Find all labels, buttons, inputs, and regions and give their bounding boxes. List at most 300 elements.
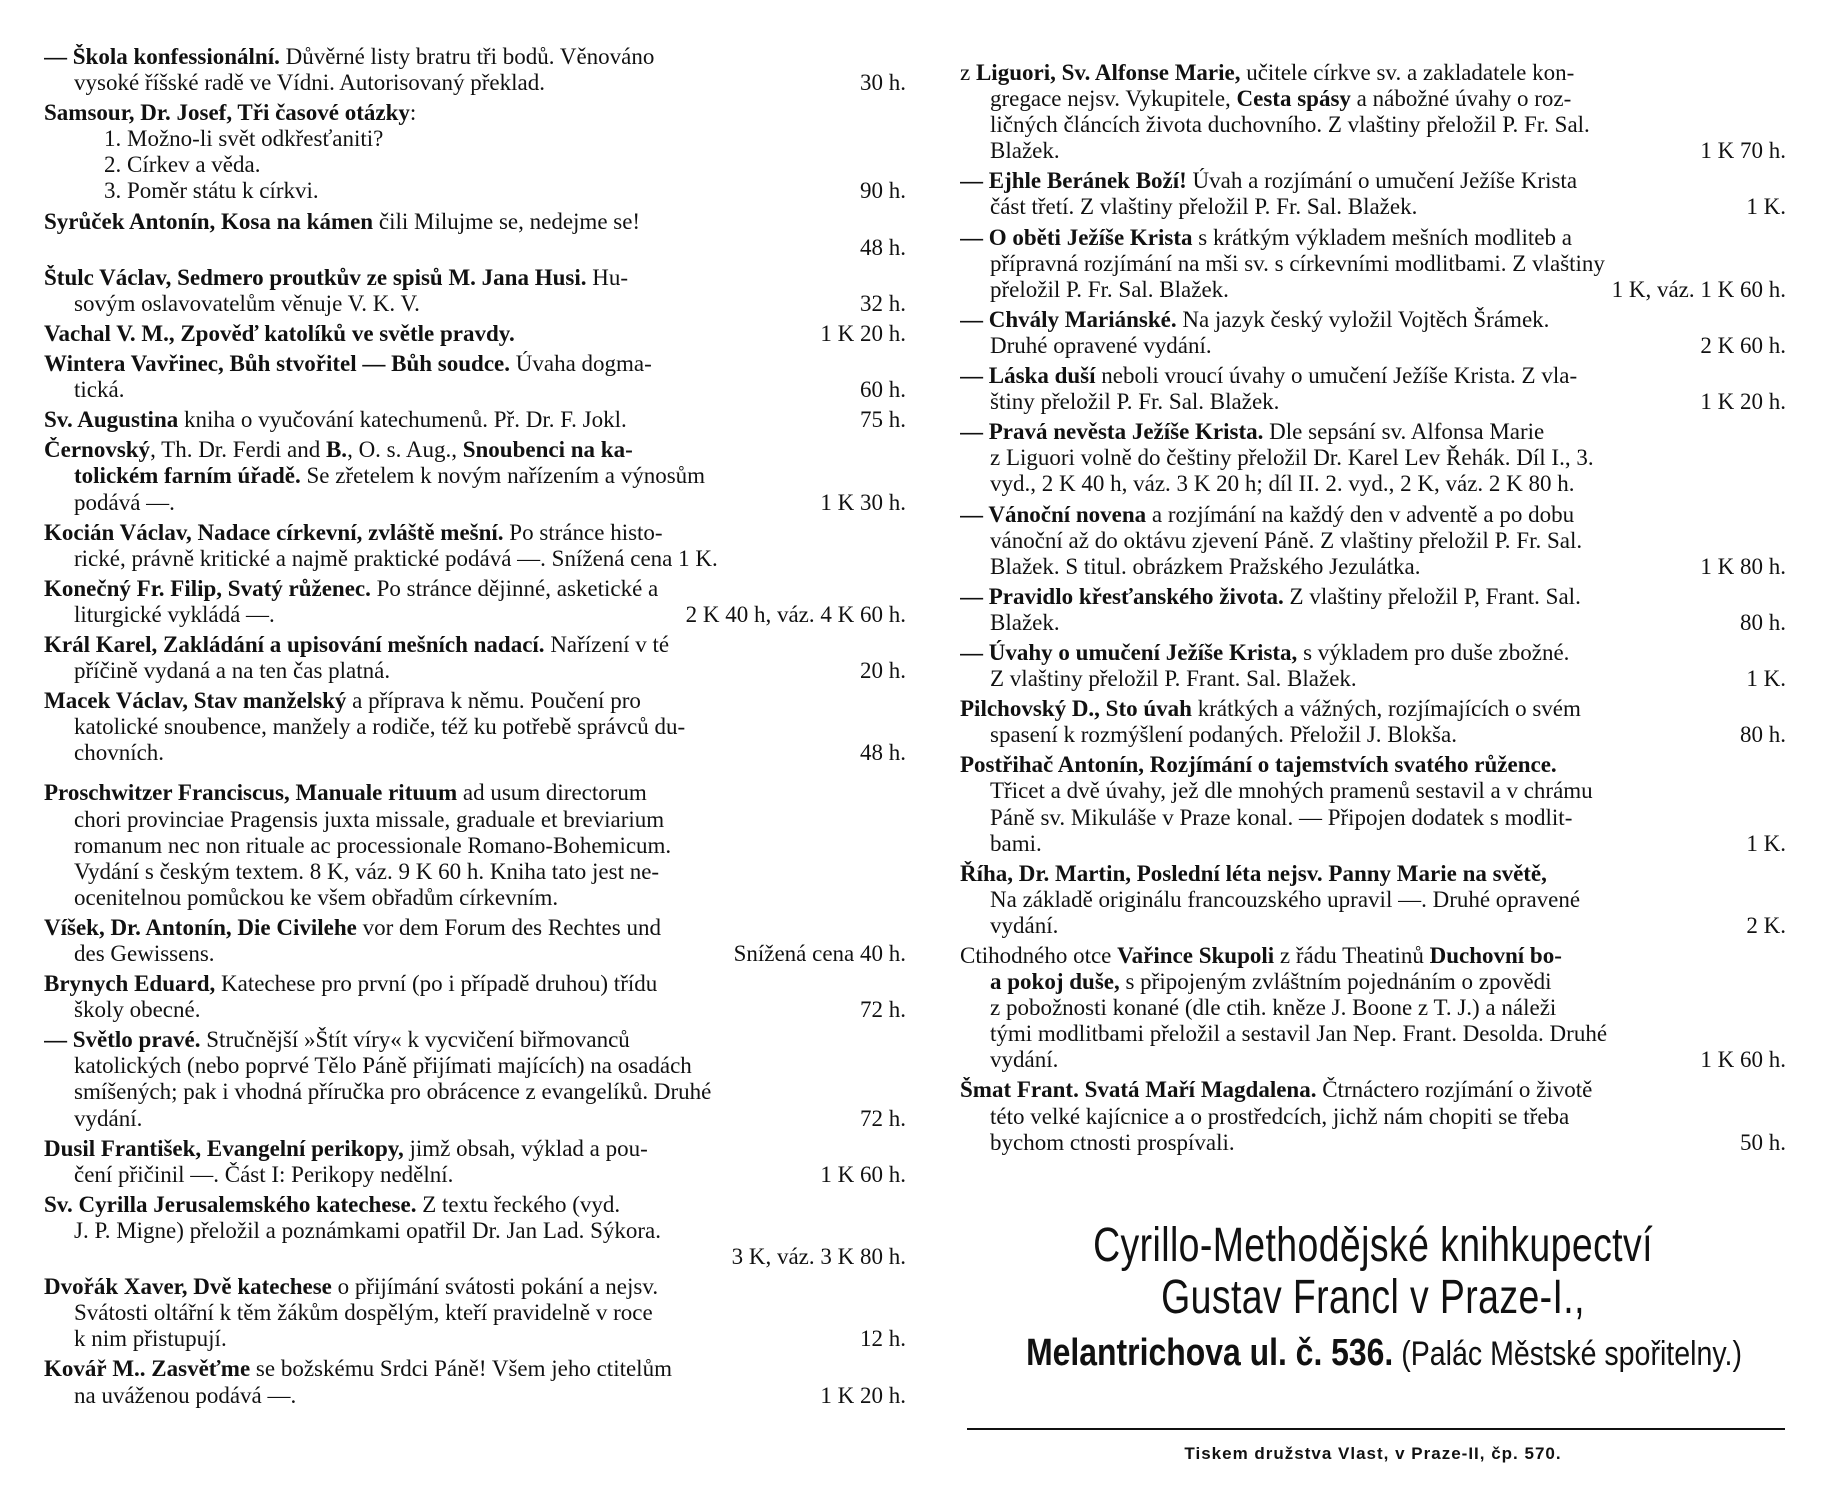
entry-text [74, 490, 175, 516]
entry-title-text: — Láska duší [960, 363, 1096, 389]
entry-title-text: Sv. Cyrilla Jerusalemského katechese. [44, 1191, 417, 1217]
entry-body-text: Na jazyk český vyložil Vojtěch Šrámek. [1176, 306, 1550, 332]
catalog-entry [44, 520, 906, 572]
entry-text [960, 168, 1577, 194]
entry-line [44, 377, 906, 403]
catalog-entry [44, 351, 906, 403]
entry-body-text: bychom ctnosti prospívali. [990, 1129, 1235, 1155]
catalog-entry [960, 168, 1786, 220]
entry-text [44, 971, 657, 997]
entry-body-text: z [960, 60, 976, 85]
entry-line [960, 861, 1786, 887]
entry-line [44, 1162, 906, 1188]
entry-title-text: Proschwitzer Franciscus, Manuale rituum [44, 780, 458, 806]
entry-body-text: rické, právně kritické a najmě praktické podává —. Snížená cena 1 K. [74, 545, 718, 571]
entry-body-text: vydání. [74, 1105, 143, 1131]
entry-price: 80 h. [1740, 609, 1786, 635]
entry-body-text: kniha o vyučování katechumenů. Př. Dr. F. Jokl. [178, 407, 627, 433]
entry-line [44, 126, 906, 152]
catalog-entry [960, 225, 1786, 303]
catalog-entry [960, 419, 1786, 497]
publisher-block [960, 1220, 1786, 1375]
entry-line [960, 1021, 1786, 1047]
entry-body-text: katolických (nebo poprvé Tělo Páně přijímati majících) na osadách [74, 1053, 692, 1079]
catalog-entry [44, 437, 906, 515]
entry-text [74, 1079, 711, 1105]
publisher-building: (Palác Městské spořitelny.) [1393, 1334, 1742, 1373]
entry-body-text: Hu- [586, 264, 629, 290]
entry-text [990, 1021, 1607, 1047]
entry-line [960, 1130, 1786, 1156]
entry-title-text: Snoubenci na ka- [462, 437, 633, 463]
catalog-entry [44, 576, 906, 628]
entry-text [74, 714, 685, 740]
entry-body-text: učitele církve sv. a zakladatele kon- [1240, 60, 1575, 85]
entry-body-text: , Th. Dr. Ferdi and [150, 437, 326, 463]
entry-body-text: Svátosti oltářní k těm žákům dospělým, kteří pravidelně v roce [74, 1300, 653, 1326]
entry-text [990, 138, 1060, 164]
entry-body-text: o přijímání svátosti pokání a nejsv. [331, 1274, 659, 1300]
entry-line [960, 831, 1786, 857]
entry-body-text: a nábožné úvahy o roz- [1350, 86, 1572, 112]
entry-text [990, 831, 1042, 857]
entry-line [960, 528, 1786, 554]
entry-text [44, 1192, 620, 1218]
catalog-entry [960, 1077, 1786, 1155]
entry-text [990, 778, 1593, 804]
entry-body-text: příčině vydaná a na ten čas platná. [74, 658, 391, 684]
entry-text [44, 1356, 672, 1382]
entry-text [74, 1106, 142, 1132]
entry-line [960, 805, 1786, 831]
entry-line [960, 610, 1786, 636]
entry-body-text: jimž obsah, výklad a pou- [403, 1135, 648, 1161]
entry-text [990, 969, 1552, 995]
left-column [44, 44, 906, 1413]
entry-body-text: přeložil P. Fr. Sal. Blažek. [990, 276, 1229, 302]
entry-text [74, 833, 671, 859]
entry-text [44, 351, 652, 377]
entry-body-text: a příprava k němu. Poučení pro [346, 688, 641, 714]
entry-line [44, 1274, 906, 1300]
entry-body-text: Dle sepsání sv. Alfonsa Marie [1263, 419, 1545, 445]
entry-body-text: 3. Poměr státu k církvi. [104, 178, 319, 204]
entry-price: 2 K 40 h, váz. 4 K 60 h. [685, 601, 906, 627]
entry-body-text: Blažek. [990, 609, 1060, 635]
entry-price: 48 h. [860, 234, 906, 260]
entry-line [44, 1244, 906, 1270]
entry-line [960, 419, 1786, 445]
entry-title-text: — Pravá nevěsta Ježíše Krista. [960, 419, 1264, 445]
entry-text [74, 1300, 653, 1326]
entry-line [44, 1300, 906, 1326]
entry-gap [44, 770, 906, 780]
entry-line [960, 112, 1786, 138]
entry-line [44, 1027, 906, 1053]
entry-text [960, 696, 1581, 722]
entry-title-text: — Vánoční novena [960, 501, 1147, 527]
entry-title-text: Samsour, Dr. Josef, Tři časové otázky [44, 100, 410, 126]
catalog-entry [44, 688, 906, 766]
entry-body-text: Z vlaštiny přeložil P, Frant. Sal. [1283, 583, 1581, 609]
entry-body-text: romanum nec non rituale ac processionale Romano-Bohemicum. [74, 832, 672, 858]
entry-text [990, 995, 1556, 1021]
entry-body-text: podává —. [74, 489, 175, 515]
entry-body-text: des Gewissens. [74, 941, 215, 966]
entry-title-text: Dusil František, Evangelní perikopy, [44, 1135, 404, 1161]
entry-line [960, 969, 1786, 995]
entry-title-text: Pilchovský D., Sto úvah [960, 696, 1192, 722]
entry-line [960, 1047, 1786, 1073]
entry-line [960, 225, 1786, 251]
entry-text [990, 805, 1572, 831]
entry-body-text: Stručnější »Štít víry« k vycvičení biřmovanců [200, 1027, 630, 1053]
entry-title-text: Šmat Frant. Svatá Maří Magdalena. [960, 1077, 1317, 1103]
entry-title-text: Kovář M.. Zasvěťme [44, 1356, 251, 1382]
publisher-name: Cyrillo-Methodějské knihkupectví [1093, 1219, 1653, 1272]
entry-text [960, 419, 1544, 445]
catalog-entry [960, 502, 1786, 580]
entry-title-text: Wintera Vavřinec, Bůh stvořitel — Bůh soudce. [44, 351, 510, 377]
entry-line [44, 321, 906, 347]
entry-text [990, 666, 1357, 692]
entry-price: 12 h. [860, 1326, 906, 1352]
entry-body-text: této velké kajícnice a o prostředcích, jichž nám chopiti se třeba [990, 1103, 1570, 1129]
entry-text [74, 1326, 227, 1352]
entry-body-text: vánoční až do oktávu zjevení Páně. Z vlaštiny přeložil P. Fr. Sal. [990, 527, 1583, 553]
entry-text [960, 502, 1574, 528]
entry-price: Snížená cena 40 h. [733, 941, 906, 966]
catalog-entry [960, 60, 1786, 164]
entry-body-text: 2. Církev a věda. [104, 152, 261, 178]
entry-price: 1 K 30 h. [820, 489, 906, 515]
entry-line [960, 502, 1786, 528]
entry-text [990, 194, 1417, 220]
entry-body-text: chovních. [74, 740, 165, 766]
entry-body-text: Z vlaštiny přeložil P. Frant. Sal. Blažek. [990, 666, 1357, 692]
entry-body-text: Katechese pro první (po i případě druhou) třídu [215, 971, 658, 997]
entry-line [960, 60, 1786, 86]
entry-price: 2 K 60 h. [1700, 332, 1786, 358]
entry-title-text: Říha, Dr. Martin, Poslední léta nejsv. Panny Marie na světě, [960, 860, 1547, 886]
entry-body-text: , O. s. Aug., [347, 437, 463, 463]
entry-price: 1 K. [1746, 830, 1786, 856]
entry-line [44, 859, 906, 885]
entry-body-text: z pobožnosti konané (dle ctih. kněze J. Boone z T. J.) a náleži [990, 995, 1557, 1021]
entry-title-text: — Světlo pravé. [44, 1027, 201, 1053]
entry-text [960, 60, 1574, 86]
entry-body-text: část třetí. Z vlaštiny přeložil P. Fr. Sal. Blažek. [990, 194, 1418, 220]
entry-price: 60 h. [860, 377, 906, 403]
entry-line [44, 152, 906, 178]
entry-text [74, 885, 558, 911]
catalog-entry [44, 407, 906, 433]
entry-body-text: na uváženou podává —. [74, 1382, 297, 1408]
entry-price: 1 K. [1746, 666, 1786, 692]
entry-body-text: čili Milujme se, nedejme se! [373, 208, 641, 234]
entry-title-text: — Škola konfessionální. [44, 44, 280, 69]
entry-body-text: Blažek. [990, 138, 1060, 164]
entry-body-text: s výkladem pro duše zbožné. [1297, 639, 1570, 665]
entry-text [990, 913, 1058, 939]
entry-line [960, 445, 1786, 471]
entry-price: 30 h. [860, 70, 906, 96]
entry-line [44, 437, 906, 463]
entry-body-text: se božskému Srdci Páně! Všem jeho ctitelům [250, 1356, 672, 1382]
entry-line [44, 1053, 906, 1079]
entry-text [44, 1274, 658, 1300]
entry-line [44, 941, 906, 967]
catalog-entry [44, 321, 906, 347]
entry-text [44, 437, 633, 463]
entry-title-text: — O oběti Ježíše Krista [960, 224, 1193, 250]
entry-price: 72 h. [860, 997, 906, 1023]
entry-body-text: gregace nejsv. Vykupitele, [990, 86, 1237, 112]
entry-title-text: Víšek, Dr. Antonín, Die Civilehe [44, 914, 357, 940]
entry-price: 75 h. [860, 407, 906, 433]
entry-text [990, 471, 1575, 497]
entry-line [44, 915, 906, 941]
entry-body-text: Po stránce histo- [503, 519, 663, 545]
catalog-entry [960, 307, 1786, 359]
entry-text [74, 1053, 692, 1079]
entry-line [44, 780, 906, 806]
entry-line [960, 1077, 1786, 1103]
entry-line [44, 407, 906, 433]
entry-line [960, 1104, 1786, 1130]
entry-line [44, 576, 906, 602]
entry-title-text: Sv. Augustina [44, 407, 179, 433]
entry-text [44, 44, 654, 70]
entry-text [74, 1383, 296, 1409]
entry-line [960, 138, 1786, 164]
entry-body-text: Blažek. S titul. obrázkem Pražského Jezulátka. [990, 553, 1421, 579]
catalog-entry [960, 640, 1786, 692]
entry-body-text: Vydání s českým textem. 8 K, váz. 9 K 60 h. Kniha tato jest ne- [74, 858, 660, 884]
entry-text [44, 209, 640, 235]
entry-price: 1 K 20 h. [1700, 389, 1786, 415]
entry-text [990, 112, 1590, 138]
entry-text [74, 997, 200, 1023]
entry-text [990, 528, 1582, 554]
entry-body-text: tická. [74, 377, 125, 403]
footer-rule [967, 1428, 1785, 1430]
entry-text [44, 1027, 630, 1053]
entry-price: 1 K, váz. 1 K 60 h. [1611, 276, 1786, 302]
entry-price: 1 K 60 h. [820, 1161, 906, 1187]
catalog-entry [44, 780, 906, 910]
catalog-entry [44, 632, 906, 684]
entry-text [990, 1047, 1058, 1073]
entry-line [44, 688, 906, 714]
entry-text [990, 251, 1605, 277]
entry-text [990, 445, 1594, 471]
catalog-entry [44, 1274, 906, 1352]
entry-line [44, 971, 906, 997]
entry-text [990, 722, 1457, 748]
entry-text [44, 1136, 648, 1162]
catalog-entry [960, 752, 1786, 856]
entry-title-text: — Úvahy o umučení Ježíše Krista, [960, 639, 1298, 665]
entry-text [74, 291, 420, 317]
entry-price: 1 K 20 h. [820, 1382, 906, 1408]
printer-imprint: Tiskem družstva Vlast, v Praze-II, čp. 570. [1184, 1444, 1562, 1463]
entry-text [960, 363, 1577, 389]
entry-text [990, 1130, 1235, 1156]
entry-line [960, 696, 1786, 722]
entry-body-text: Po stránce dějinné, asketické a [370, 575, 659, 601]
entry-line [960, 640, 1786, 666]
entry-line [960, 752, 1786, 778]
entry-body-text: J. P. Migne) přeložil a poznámkami opatřil Dr. Jan Lad. Sýkora. [74, 1217, 662, 1243]
entry-body-text: Úvaha dogma- [510, 351, 652, 377]
entry-body-text: 1. Možno-li svět odkřesťaniti? [104, 126, 384, 152]
catalog-entry [960, 861, 1786, 939]
entry-line [960, 913, 1786, 939]
entry-title-text: Konečný Fr. Filip, Svatý růženec. [44, 575, 371, 601]
entry-body-text: k nim přistupují. [74, 1326, 227, 1352]
entry-text [44, 407, 627, 433]
entry-price: 72 h. [860, 1105, 906, 1131]
entry-line [44, 1079, 906, 1105]
entry-body-text: s připojeným zvláštním pojednáním o zpovědi [1119, 969, 1552, 995]
entry-line [960, 86, 1786, 112]
entry-line [44, 1218, 906, 1244]
entry-price: 48 h. [860, 740, 906, 766]
entry-text [44, 688, 641, 714]
entry-text [44, 100, 416, 126]
entry-text [44, 576, 658, 602]
entry-line [44, 546, 906, 572]
entry-line [960, 666, 1786, 692]
entry-body-text: ocenitelnou pomůckou ke všem obřadům církevním. [74, 884, 559, 910]
entry-text [44, 632, 669, 658]
entry-text [960, 943, 1562, 969]
entry-title-text: Vachal V. M., Zpověď katolíků ve světle pravdy. [44, 320, 515, 346]
entry-line [44, 351, 906, 377]
entry-body-text: vydání. [990, 1047, 1059, 1073]
entry-body-text: : [409, 100, 417, 126]
entry-line [44, 70, 906, 96]
entry-text [990, 1104, 1569, 1130]
entry-price: 3 K, váz. 3 K 80 h. [731, 1244, 906, 1270]
entry-line [960, 389, 1786, 415]
entry-line [960, 363, 1786, 389]
entry-body-text: neboli vroucí úvahy o umučení Ježíše Krista. Z vla- [1095, 363, 1578, 389]
entry-body-text: Ctihodného otce [960, 943, 1118, 968]
entry-line [960, 778, 1786, 804]
entry-text [74, 941, 215, 967]
entry-body-text: bami. [990, 830, 1042, 856]
entry-text [74, 546, 718, 572]
entry-text [74, 859, 659, 885]
entry-body-text: a rozjímání na každý den v adventě a po dobu [1146, 501, 1575, 527]
entry-line [44, 1356, 906, 1382]
entry-body-text: krátkých a vážných, rozjímajících o svém [1191, 696, 1581, 722]
entry-body-text: vor dem Forum des Rechtes und [356, 914, 661, 940]
entry-text [44, 520, 663, 546]
entry-title-text: tolickém farním úřadě. [74, 463, 301, 489]
entry-body-text: tými modlitbami přeložil a sestavil Jan Nep. Frant. Desolda. Druhé [990, 1021, 1608, 1047]
entry-line [44, 463, 906, 489]
catalog-entry [44, 1136, 906, 1188]
entry-text [104, 126, 383, 152]
entry-title-text: Král Karel, Zakládání a upisování mešních nadací. [44, 631, 545, 657]
entry-text [960, 1077, 1592, 1103]
entry-body-text: Čtrnáctero rozjímání o životě [1316, 1077, 1593, 1103]
entry-line [44, 1192, 906, 1218]
entry-body-text: štiny přeložil P. Fr. Sal. Blažek. [990, 389, 1280, 415]
catalog-entry [44, 1027, 906, 1131]
entry-line [960, 722, 1786, 748]
entry-title-text: Liguori, Sv. Alfonse Marie, [975, 60, 1241, 85]
entry-text [74, 602, 275, 628]
entry-line [44, 44, 906, 70]
entry-line [44, 1136, 906, 1162]
entry-line [960, 277, 1786, 303]
entry-body-text: Druhé opravené vydání. [990, 332, 1212, 358]
entry-line [44, 1326, 906, 1352]
entry-line [960, 943, 1786, 969]
entry-line [960, 995, 1786, 1021]
entry-line [44, 1383, 906, 1409]
entry-line [44, 100, 906, 126]
entry-body-text: přípravná rozjímání na mši sv. s církevními modlitbami. Z vlaštiny [990, 250, 1605, 276]
entry-line [44, 807, 906, 833]
entry-body-text: vysoké říšské radě ve Vídni. Autorisovaný překlad. [74, 70, 545, 96]
entry-body-text: z Liguori volně do češtiny přeložil Dr. Karel Lev Řehák. Díl I., 3. [990, 445, 1594, 471]
entry-text [990, 554, 1420, 580]
entry-line [960, 887, 1786, 913]
entry-text [990, 333, 1212, 359]
entry-body-text: Na základě originálu francouzského upravil —. Druhé opravené [990, 886, 1581, 912]
catalog-entry [44, 209, 906, 261]
catalog-entry [960, 696, 1786, 748]
catalog-entry [960, 584, 1786, 636]
entry-body-text: sovým oslavovatelům věnuje V. K. V. [74, 290, 420, 316]
entry-title-text: a pokoj duše, [990, 969, 1120, 995]
entry-body-text: čení přičinil —. Část I: Perikopy nedělní. [74, 1161, 454, 1187]
entry-body-text: katolické snoubence, manžely a rodiče, též ku potřebě správců du- [74, 714, 686, 740]
entry-text [74, 1162, 453, 1188]
entry-body-text: Důvěrné listy bratru tři bodů. Věnováno [279, 44, 655, 69]
entry-line [44, 632, 906, 658]
catalog-entry [44, 1356, 906, 1408]
entry-text [960, 861, 1547, 887]
entry-line [44, 178, 906, 204]
entry-text [990, 277, 1229, 303]
entry-line [44, 1106, 906, 1132]
entry-text [74, 463, 705, 489]
entry-price: 1 K 80 h. [1700, 553, 1786, 579]
entry-price: 32 h. [860, 290, 906, 316]
entry-line [960, 194, 1786, 220]
entry-line [960, 333, 1786, 359]
entry-body-text: Páně sv. Mikuláše v Praze konal. — Připojen dodatek s modlit- [990, 804, 1573, 830]
entry-body-text: ličných článcích života duchovního. Z vlaštiny přeložil P. Fr. Sal. [990, 112, 1590, 138]
entry-text [74, 1218, 661, 1244]
entry-line [44, 885, 906, 911]
entry-text [990, 610, 1060, 636]
entry-line [44, 265, 906, 291]
entry-body-text: vyd., 2 K 40 h, váz. 3 K 20 h; díl II. 2. vyd., 2 K, váz. 2 K 80 h. [990, 471, 1575, 497]
entry-text [44, 915, 661, 941]
catalog-entry [44, 100, 906, 204]
entry-title-text: Dvořák Xaver, Dvě katechese [44, 1274, 332, 1300]
entry-price: 20 h. [860, 658, 906, 684]
right-column [960, 60, 1786, 1160]
entry-price: 2 K. [1746, 912, 1786, 938]
